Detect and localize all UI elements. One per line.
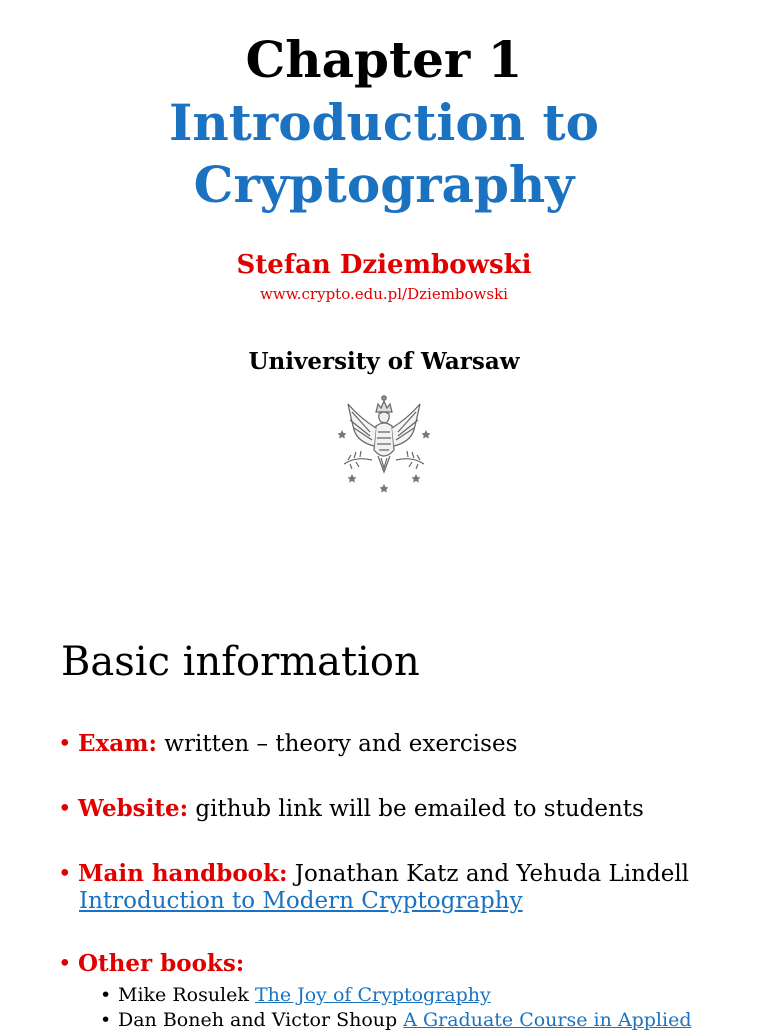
bullet-website xyxy=(58,795,644,823)
bullet-label: Main handbook: xyxy=(78,860,288,887)
sub-bullet-text: Mike Rosulek xyxy=(118,984,255,1006)
sub-bullet-text: Dan Boneh and Victor Shoup xyxy=(118,1009,404,1031)
slide-heading: Basic information xyxy=(61,639,420,685)
eagle-emblem-icon xyxy=(334,390,434,498)
chapter-title: Chapter 1 xyxy=(245,30,523,89)
joy-of-cryptography-link[interactable]: The Joy of Cryptography xyxy=(254,984,491,1006)
bullet-label: Exam: xyxy=(78,730,157,757)
bullet-dot: • xyxy=(58,796,72,822)
bullet-text: github link will be emailed to students xyxy=(195,796,644,822)
author-url[interactable]: www.crypto.edu.pl/Dziembowski xyxy=(260,285,508,303)
author-name: Stefan Dziembowski xyxy=(236,250,532,280)
sub-bullet-dot: • xyxy=(100,984,112,1006)
sub-bullet-rosulek xyxy=(100,983,491,1007)
handbook-link[interactable]: Introduction to Modern Cryptography xyxy=(79,888,523,914)
bullet-main-handbook xyxy=(58,860,689,888)
bullet-exam xyxy=(58,730,517,758)
bullet-text: Jonathan Katz and Yehuda Lindell xyxy=(294,861,690,887)
bullet-other-books xyxy=(58,950,244,978)
course-title-line-1: Introduction to xyxy=(169,93,599,152)
graduate-course-link[interactable]: A Graduate Course in Applied xyxy=(403,1009,692,1031)
course-title-line-2: Cryptography xyxy=(193,155,575,214)
bullet-dot: • xyxy=(58,951,72,977)
sub-bullet-boneh-shoup xyxy=(100,1008,692,1032)
bullet-label: Website: xyxy=(78,795,189,822)
bullet-dot: • xyxy=(58,861,72,887)
bullet-dot: • xyxy=(58,731,72,757)
basic-information-slide xyxy=(0,600,768,1031)
bullet-text: written – theory and exercises xyxy=(164,731,518,757)
handbook-link-line xyxy=(79,887,523,915)
sub-bullet-dot: • xyxy=(100,1009,112,1031)
bullet-label: Other books: xyxy=(78,950,245,977)
university-name: University of Warsaw xyxy=(248,348,520,375)
